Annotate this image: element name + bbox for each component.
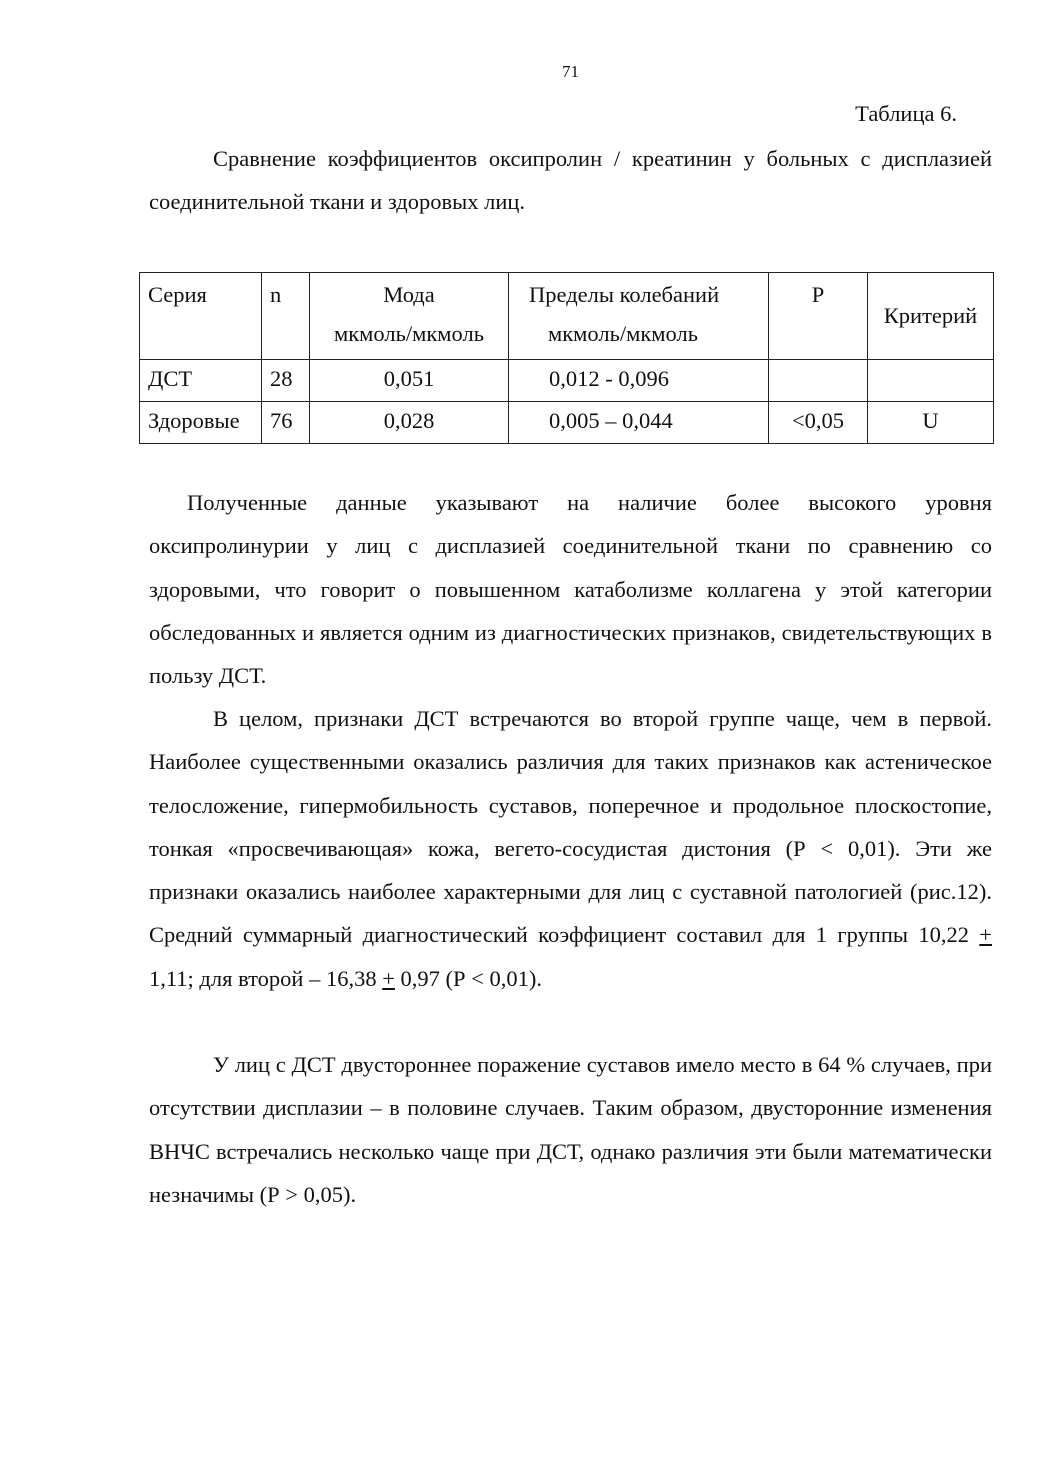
cell-series: Здоровые bbox=[140, 402, 262, 444]
cell-mode: 0,028 bbox=[310, 402, 509, 444]
cell-n: 76 bbox=[262, 402, 310, 444]
table-header-row bbox=[140, 273, 994, 360]
table-row bbox=[140, 360, 994, 402]
paragraph-1: Полученные данные указывают на наличие более высокого уровня оксипролинурии у лиц с дисплазией соединительной ткани по сравнению со здоровыми, что говорит о повышенном катаболизме коллагена у этой категории обследованных и является одним из диагностических признаков, свидетельствующих в пользу ДСТ. bbox=[149, 490, 992, 689]
paragraph-2 bbox=[149, 697, 992, 1000]
paragraph-2-text-a: В целом, признаки ДСТ встречаются во второй группе чаще, чем в первой. Наиболее существенными оказались различия для таких признаков как астеническое телосложение, гипермобильность суставов, поперечное и продольное плоскостопие, тонкая «просвечивающая» кожа, вегето-сосудистая дистония (Р < 0,01). Эти же признаки оказались наиболее характерными для лиц с суставной патологией (рис.12). Средний суммарный диагностический коэффициент составил для 1 группы 10,22 bbox=[149, 706, 992, 948]
cell-range: 0,005 – 0,044 bbox=[509, 402, 769, 444]
cell-criterion: U bbox=[868, 402, 994, 444]
header-series: Серия bbox=[140, 273, 262, 360]
table-row bbox=[140, 402, 994, 444]
paragraph-2-text-b: 1,11; для второй – 16,38 bbox=[149, 965, 383, 991]
header-criterion: Критерий bbox=[868, 273, 994, 360]
header-p: P bbox=[769, 273, 868, 360]
page-number: 71 bbox=[562, 62, 579, 81]
plus-minus-sign: + bbox=[979, 922, 992, 948]
header-n: n bbox=[262, 273, 310, 360]
cell-criterion bbox=[868, 360, 994, 402]
table-label: Таблица 6. bbox=[855, 101, 957, 126]
plus-minus-sign: + bbox=[382, 965, 395, 991]
cell-p: <0,05 bbox=[769, 402, 868, 444]
paragraph-2-text-c: 0,97 (Р < 0,01). bbox=[394, 965, 542, 991]
cell-n: 28 bbox=[262, 360, 310, 402]
cell-series: ДСТ bbox=[140, 360, 262, 402]
paragraph-3: У лиц с ДСТ двустороннее поражение суставов имело место в 64 % случаев, при отсутствии дисплазии – в половине случаев. Таким образом, двусторонние изменения ВНЧС встречались несколько чаще при ДСТ, однако различия эти были математически незначимы (Р > 0,05). bbox=[149, 1052, 992, 1207]
header-mode: Мода мкмоль/мкмоль bbox=[310, 273, 509, 360]
header-range: Пределы колебаний мкмоль/мкмоль bbox=[509, 273, 769, 360]
table-caption: Сравнение коэффициентов оксипролин / креатинин у больных с дисплазией соединительной ткани и здоровых лиц. bbox=[149, 146, 992, 215]
data-table bbox=[139, 272, 994, 444]
cell-mode: 0,051 bbox=[310, 360, 509, 402]
cell-range: 0,012 - 0,096 bbox=[509, 360, 769, 402]
cell-p bbox=[769, 360, 868, 402]
